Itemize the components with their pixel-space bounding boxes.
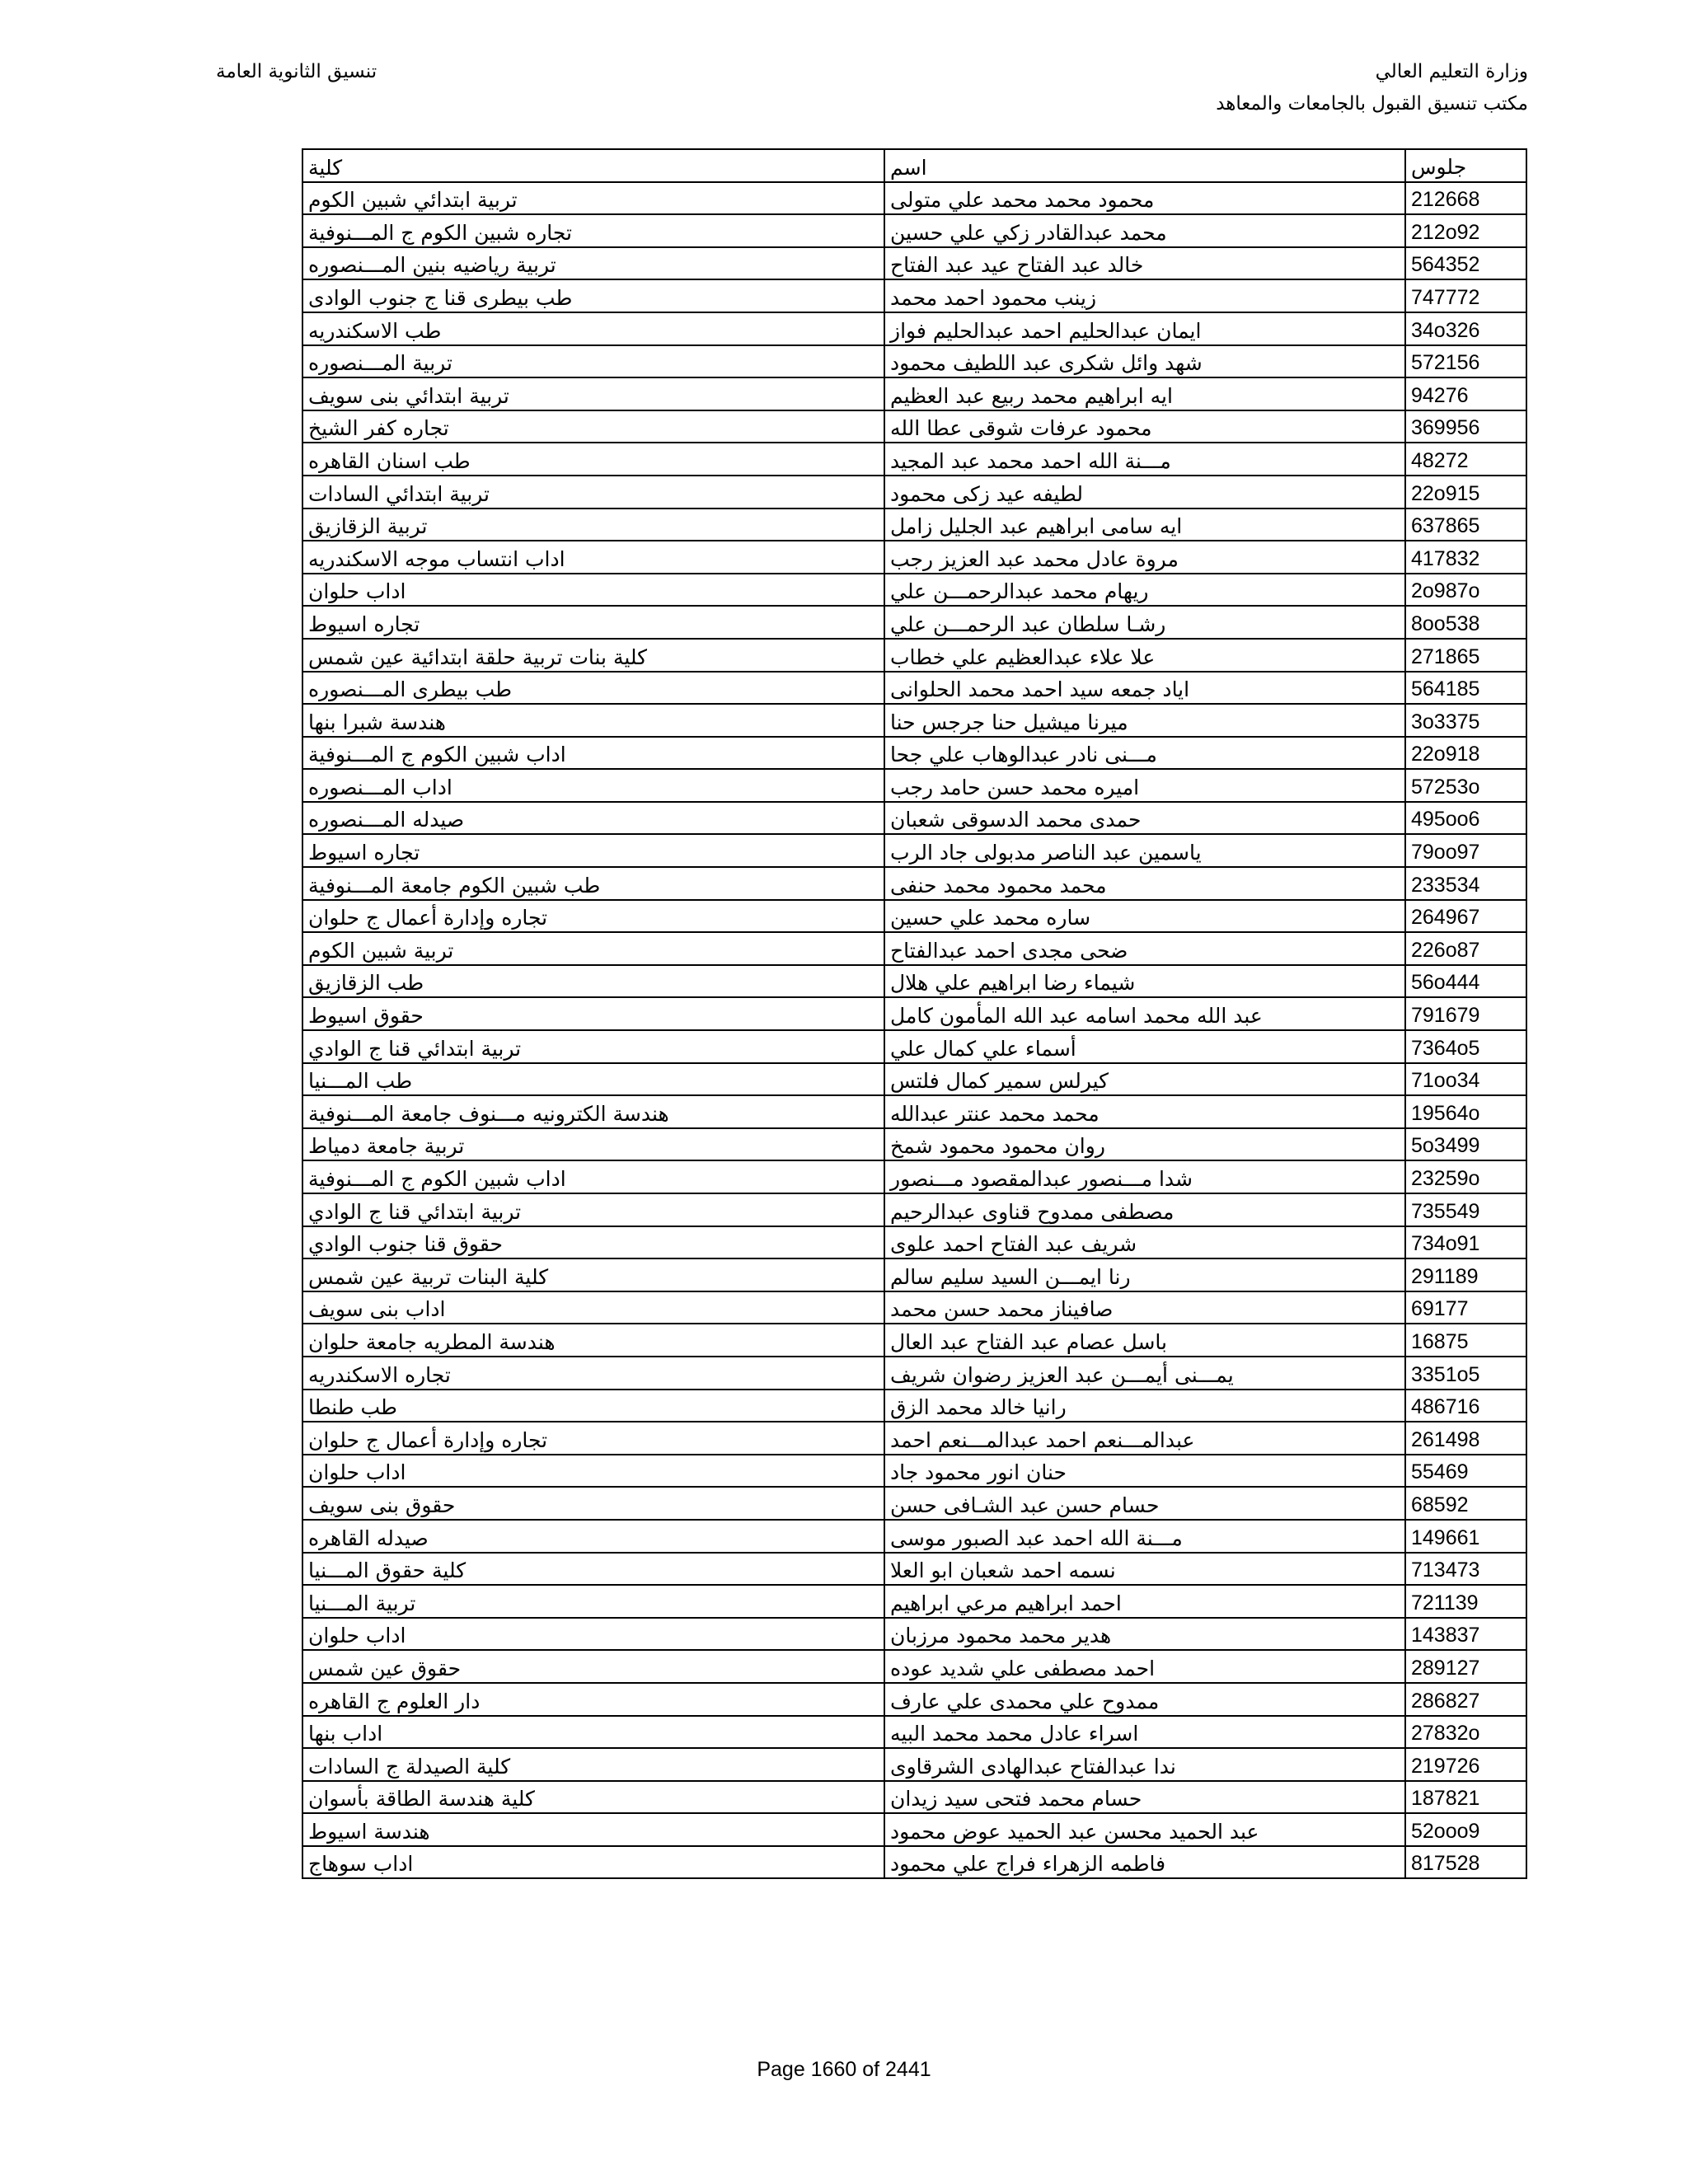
table-row	[302, 704, 1526, 737]
college-cell: طب بيطرى المـــنصوره	[302, 672, 884, 705]
name-cell: رانيا خالد محمد الزق	[884, 1390, 1405, 1422]
table-header-row	[302, 149, 1526, 182]
table-row	[302, 802, 1526, 835]
name-cell: خالد عبد الفتاح عيد عبد الفتاح	[884, 247, 1405, 280]
college-cell: حقوق اسيوط	[302, 997, 884, 1030]
college-cell: هندسة اسيوط	[302, 1813, 884, 1846]
table-row	[302, 900, 1526, 933]
seat-cell: 8oo538	[1405, 606, 1526, 639]
name-cell: حسام محمد فتحى سيد زيدان	[884, 1781, 1405, 1814]
column-header-seat: جلوس	[1405, 149, 1526, 182]
table-row	[302, 769, 1526, 802]
seat-cell: 264967	[1405, 900, 1526, 933]
name-cell: محمود محمد محمد علي متولى	[884, 182, 1405, 215]
name-cell: احمد مصطفى علي شديد عوده	[884, 1650, 1405, 1683]
table-row	[302, 1063, 1526, 1096]
table-row	[302, 443, 1526, 476]
seat-cell: 68592	[1405, 1487, 1526, 1520]
table-row	[302, 867, 1526, 900]
seat-cell: 34o326	[1405, 312, 1526, 345]
seat-cell: 3351o5	[1405, 1357, 1526, 1390]
table-row	[302, 834, 1526, 867]
table-row	[302, 1487, 1526, 1520]
seat-cell: 564185	[1405, 672, 1526, 705]
name-cell: مصطفى ممدوح قناوى عبدالرحيم	[884, 1193, 1405, 1226]
name-cell: محمد محمود محمد حنفى	[884, 867, 1405, 900]
college-cell: طب شبين الكوم جامعة المـــنوفية	[302, 867, 884, 900]
seat-cell: 791679	[1405, 997, 1526, 1030]
name-cell: يمـــنى أيمـــن عبد العزيز رضوان شريف	[884, 1357, 1405, 1390]
table-row	[302, 574, 1526, 607]
name-cell: ميرنا ميشيل حنا جرجس حنا	[884, 704, 1405, 737]
seat-cell: 69177	[1405, 1291, 1526, 1324]
college-cell: تربية ابتدائي بنى سويف	[302, 377, 884, 410]
college-cell: كلية حقوق المـــنيا	[302, 1553, 884, 1586]
table-row	[302, 1748, 1526, 1781]
college-cell: تربية المـــنيا	[302, 1585, 884, 1618]
table-row	[302, 1030, 1526, 1063]
college-cell: تجاره كفر الشيخ	[302, 410, 884, 443]
college-cell: اداب سوهاج	[302, 1846, 884, 1879]
table-row	[302, 312, 1526, 345]
table-row	[302, 1258, 1526, 1291]
name-cell: ايه ابراهيم محمد ربيع عبد العظيم	[884, 377, 1405, 410]
college-cell: صيدله المـــنصوره	[302, 802, 884, 835]
seat-cell: 369956	[1405, 410, 1526, 443]
table-row	[302, 182, 1526, 215]
seat-cell: 143837	[1405, 1618, 1526, 1651]
name-cell: عبد الحميد محسن عبد الحميد عوض محمود	[884, 1813, 1405, 1846]
name-cell: أسماء علي كمال علي	[884, 1030, 1405, 1063]
seat-cell: 79oo97	[1405, 834, 1526, 867]
name-cell: حمدى محمد الدسوقى شعبان	[884, 802, 1405, 835]
table-row	[302, 1716, 1526, 1749]
college-cell: اداب حلوان	[302, 1618, 884, 1651]
table-row	[302, 1781, 1526, 1814]
college-cell: تربية شبين الكوم	[302, 932, 884, 965]
seat-cell: 417832	[1405, 541, 1526, 574]
seat-cell: 212668	[1405, 182, 1526, 215]
table-row	[302, 1160, 1526, 1193]
name-cell: مـــنة الله احمد محمد عبد المجيد	[884, 443, 1405, 476]
seat-cell: 637865	[1405, 509, 1526, 541]
college-cell: حقوق عين شمس	[302, 1650, 884, 1683]
column-header-college: كلية	[302, 149, 884, 182]
name-cell: ندا عبدالفتاح عبدالهادى الشرقاوى	[884, 1748, 1405, 1781]
seat-cell: 48272	[1405, 443, 1526, 476]
name-cell: مـــنى نادر عبدالوهاب علي جحا	[884, 737, 1405, 770]
name-cell: محمد عبدالقادر زكي علي حسين	[884, 214, 1405, 247]
table-row	[302, 606, 1526, 639]
college-cell: كلية بنات تربية حلقة ابتدائية عين شمس	[302, 639, 884, 672]
name-cell: حنان انور محمود جاد	[884, 1455, 1405, 1488]
college-cell: اداب بنى سويف	[302, 1291, 884, 1324]
college-cell: تربية ابتدائي قنا ج الوادي	[302, 1030, 884, 1063]
table-row	[302, 279, 1526, 312]
seat-cell: 149661	[1405, 1520, 1526, 1553]
name-cell: اياد جمعه سيد احمد محمد الحلوانى	[884, 672, 1405, 705]
table-row	[302, 1226, 1526, 1259]
name-cell: عبد الله محمد اسامه عبد الله المأمون كامل	[884, 997, 1405, 1030]
college-cell: تجاره الاسكندريه	[302, 1357, 884, 1390]
table-row	[302, 1095, 1526, 1128]
name-cell: محمد محمد عنتر عبدالله	[884, 1095, 1405, 1128]
seat-cell: 56o444	[1405, 965, 1526, 998]
table-row	[302, 214, 1526, 247]
college-cell: كلية هندسة الطاقة بأسوان	[302, 1781, 884, 1814]
college-cell: تجاره اسيوط	[302, 834, 884, 867]
table-row	[302, 639, 1526, 672]
name-cell: علا علاء عبدالعظيم علي خطاب	[884, 639, 1405, 672]
seat-cell: 735549	[1405, 1193, 1526, 1226]
college-cell: تجاره وإدارة أعمال ج حلوان	[302, 1422, 884, 1455]
college-cell: طب المـــنيا	[302, 1063, 884, 1096]
college-cell: اداب انتساب موجه الاسكندريه	[302, 541, 884, 574]
table-row	[302, 737, 1526, 770]
name-cell: صافيناز محمد حسن محمد	[884, 1291, 1405, 1324]
table-row	[302, 997, 1526, 1030]
college-cell: صيدله القاهره	[302, 1520, 884, 1553]
name-cell: اميره محمد حسن حامد رجب	[884, 769, 1405, 802]
name-cell: ايمان عبدالحليم احمد عبدالحليم فواز	[884, 312, 1405, 345]
college-cell: كلية البنات تربية عين شمس	[302, 1258, 884, 1291]
seat-cell: 57253o	[1405, 769, 1526, 802]
college-cell: دار العلوم ج القاهره	[302, 1683, 884, 1716]
seat-cell: 71oo34	[1405, 1063, 1526, 1096]
college-cell: كلية الصيدلة ج السادات	[302, 1748, 884, 1781]
seat-cell: 5o3499	[1405, 1128, 1526, 1161]
table-row	[302, 1390, 1526, 1422]
seat-cell: 271865	[1405, 639, 1526, 672]
name-cell: مروة عادل محمد عبد العزيز رجب	[884, 541, 1405, 574]
college-cell: اداب شبين الكوم ج المـــنوفية	[302, 1160, 884, 1193]
seat-cell: 291189	[1405, 1258, 1526, 1291]
office-title: مكتب تنسيق القبول بالجامعات والمعاهد	[1216, 93, 1528, 115]
name-cell: شريف عبد الفتاح احمد علوى	[884, 1226, 1405, 1259]
seat-cell: 16875	[1405, 1324, 1526, 1357]
seat-cell: 94276	[1405, 377, 1526, 410]
seat-cell: 3o3375	[1405, 704, 1526, 737]
table-row	[302, 1618, 1526, 1651]
table-row	[302, 410, 1526, 443]
name-cell: رشـا سلطان عبد الرحمـــن علي	[884, 606, 1405, 639]
seat-cell: 2o987o	[1405, 574, 1526, 607]
seat-cell: 564352	[1405, 247, 1526, 280]
program-title: تنسيق الثانوية العامة	[216, 61, 377, 82]
name-cell: شدا مـــنصور عبدالمقصود مـــنصور	[884, 1160, 1405, 1193]
seat-cell: 495oo6	[1405, 802, 1526, 835]
college-cell: حقوق قنا جنوب الوادي	[302, 1226, 884, 1259]
table-row	[302, 1553, 1526, 1586]
seat-cell: 286827	[1405, 1683, 1526, 1716]
table-row	[302, 1357, 1526, 1390]
name-cell: ايه سامى ابراهيم عبد الجليل زامل	[884, 509, 1405, 541]
name-cell: محمود عرفات شوقى عطا الله	[884, 410, 1405, 443]
seat-cell: 486716	[1405, 1390, 1526, 1422]
ministry-title: وزارة التعليم العالي	[1375, 61, 1528, 82]
college-cell: طب الاسكندريه	[302, 312, 884, 345]
college-cell: تربية الزقازيق	[302, 509, 884, 541]
name-cell: حسام حسن عبد الشـافى حسن	[884, 1487, 1405, 1520]
table-row	[302, 1324, 1526, 1357]
table-row	[302, 932, 1526, 965]
college-cell: هندسة شبرا بنها	[302, 704, 884, 737]
table-row	[302, 1813, 1526, 1846]
college-cell: اداب المـــنصوره	[302, 769, 884, 802]
college-cell: تجاره شبين الكوم ج المـــنوفية	[302, 214, 884, 247]
seat-cell: 212o92	[1405, 214, 1526, 247]
college-cell: هندسة المطريه جامعة حلوان	[302, 1324, 884, 1357]
page-number: Page 1660 of 2441	[757, 2058, 931, 2081]
name-cell: فاطمه الزهراء فراج علي محمود	[884, 1846, 1405, 1879]
name-cell: روان محمود محمود شمخ	[884, 1128, 1405, 1161]
seat-cell: 22o918	[1405, 737, 1526, 770]
seat-cell: 22o915	[1405, 476, 1526, 509]
name-cell: باسل عصام عبد الفتاح عبد العال	[884, 1324, 1405, 1357]
name-cell: عبدالمـــنعم احمد عبدالمـــنعم احمد	[884, 1422, 1405, 1455]
seat-cell: 817528	[1405, 1846, 1526, 1879]
table-row	[302, 377, 1526, 410]
table-row	[302, 672, 1526, 705]
table-row	[302, 1520, 1526, 1553]
name-cell: زينب محمود احمد محمد	[884, 279, 1405, 312]
name-cell: كيرلس سمير كمال فلتس	[884, 1063, 1405, 1096]
seat-cell: 7364o5	[1405, 1030, 1526, 1063]
college-cell: اداب شبين الكوم ج المـــنوفية	[302, 737, 884, 770]
college-cell: طب الزقازيق	[302, 965, 884, 998]
table-row	[302, 1846, 1526, 1879]
table-row	[302, 247, 1526, 280]
college-cell: تربية ابتدائي السادات	[302, 476, 884, 509]
seat-cell: 289127	[1405, 1650, 1526, 1683]
seat-cell: 233534	[1405, 867, 1526, 900]
seat-cell: 27832o	[1405, 1716, 1526, 1749]
seat-cell: 187821	[1405, 1781, 1526, 1814]
seat-cell: 572156	[1405, 345, 1526, 378]
name-cell: مـــنة الله احمد عبد الصبور موسى	[884, 1520, 1405, 1553]
seat-cell: 713473	[1405, 1553, 1526, 1586]
college-cell: طب طنطا	[302, 1390, 884, 1422]
seat-cell: 747772	[1405, 279, 1526, 312]
seat-cell: 52ooo9	[1405, 1813, 1526, 1846]
table-row	[302, 541, 1526, 574]
column-header-name: اسم	[884, 149, 1405, 182]
college-cell: تربية رياضيه بنين المـــنصوره	[302, 247, 884, 280]
name-cell: احمد ابراهيم مرعي ابراهيم	[884, 1585, 1405, 1618]
name-cell: ممدوح علي محمدى علي عارف	[884, 1683, 1405, 1716]
college-cell: طب اسنان القاهره	[302, 443, 884, 476]
name-cell: ياسمين عبد الناصر مدبولى جاد الرب	[884, 834, 1405, 867]
table-row	[302, 345, 1526, 378]
seat-cell: 226o87	[1405, 932, 1526, 965]
college-cell: حقوق بنى سويف	[302, 1487, 884, 1520]
name-cell: اسراء عادل محمد محمد البيه	[884, 1716, 1405, 1749]
name-cell: شيماء رضا ابراهيم علي هلال	[884, 965, 1405, 998]
table-row	[302, 965, 1526, 998]
table-row	[302, 509, 1526, 541]
table-row	[302, 476, 1526, 509]
table-row	[302, 1683, 1526, 1716]
name-cell: ساره محمد علي حسين	[884, 900, 1405, 933]
table-row	[302, 1193, 1526, 1226]
college-cell: تربية ابتدائي قنا ج الوادي	[302, 1193, 884, 1226]
college-cell: هندسة الكترونيه مـــنوف جامعة المـــنوفية	[302, 1095, 884, 1128]
college-cell: طب بيطرى قنا ج جنوب الوادى	[302, 279, 884, 312]
name-cell: ريهام محمد عبدالرحمـــن علي	[884, 574, 1405, 607]
name-cell: نسمه احمد شعبان ابو العلا	[884, 1553, 1405, 1586]
table-row	[302, 1455, 1526, 1488]
college-cell: تجاره وإدارة أعمال ج حلوان	[302, 900, 884, 933]
college-cell: اداب بنها	[302, 1716, 884, 1749]
table-row	[302, 1128, 1526, 1161]
name-cell: رنا ايمـــن السيد سليم سالم	[884, 1258, 1405, 1291]
table-row	[302, 1422, 1526, 1455]
table-row	[302, 1585, 1526, 1618]
college-cell: تربية جامعة دمياط	[302, 1128, 884, 1161]
name-cell: لطيفه عيد زكى محمود	[884, 476, 1405, 509]
college-cell: تجاره اسيوط	[302, 606, 884, 639]
college-cell: تربية ابتدائي شبين الكوم	[302, 182, 884, 215]
college-cell: تربية المـــنصوره	[302, 345, 884, 378]
name-cell: هدير محمد محمود مرزبان	[884, 1618, 1405, 1651]
seat-cell: 55469	[1405, 1455, 1526, 1488]
seat-cell: 721139	[1405, 1585, 1526, 1618]
seat-cell: 23259o	[1405, 1160, 1526, 1193]
college-cell: اداب حلوان	[302, 574, 884, 607]
seat-cell: 261498	[1405, 1422, 1526, 1455]
results-table	[302, 148, 1527, 1879]
college-cell: اداب حلوان	[302, 1455, 884, 1488]
name-cell: ضحى مجدى احمد عبدالفتاح	[884, 932, 1405, 965]
name-cell: شهد وائل شكرى عبد اللطيف محمود	[884, 345, 1405, 378]
seat-cell: 219726	[1405, 1748, 1526, 1781]
seat-cell: 734o91	[1405, 1226, 1526, 1259]
table-row	[302, 1291, 1526, 1324]
seat-cell: 19564o	[1405, 1095, 1526, 1128]
table-row	[302, 1650, 1526, 1683]
